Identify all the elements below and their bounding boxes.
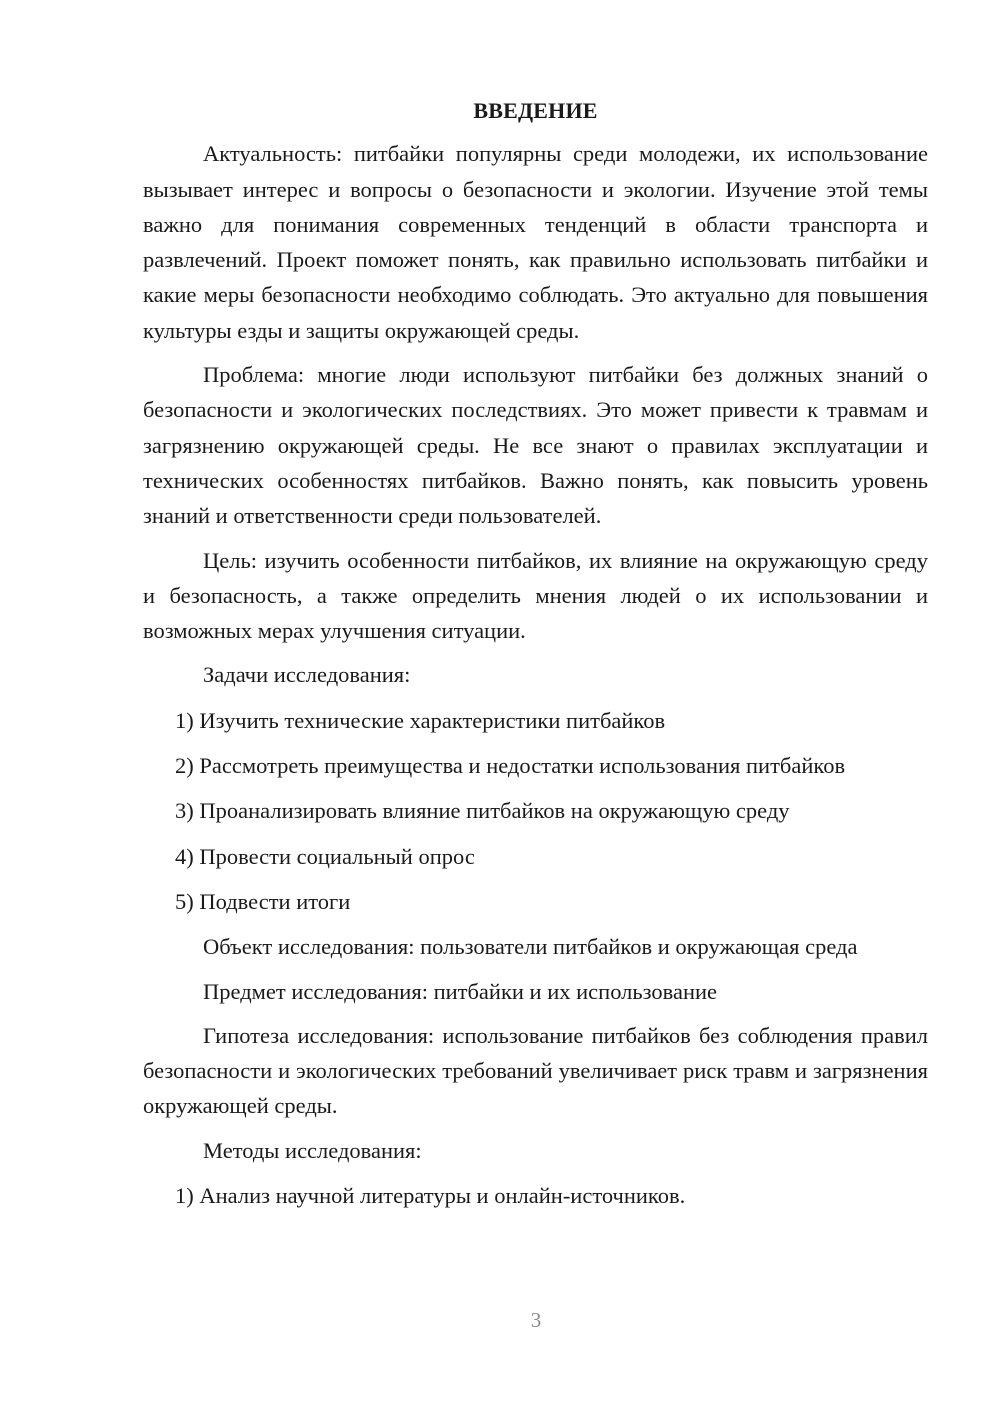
paragraph-subject: Предмет исследования: питбайки и их использование [203,978,718,1004]
list-text: Проанализировать влияние питбайков на окружающую среду [199,798,790,824]
paragraph-relevance: Актуальность: питбайки популярны среди молодежи, их использование вызывает интерес и вопросы о безопасности и экологии. Изучение этой темы важно для понимания современных тенденций в области транспорта и развлечений. Проект поможет понять, как правильно использовать питбайки и какие меры безопасности необходимо соблюдать. Это актуально для повышения культуры езды и защиты окружающей среды. [143,141,928,343]
task-list-item [143,793,928,828]
paragraph-hypothesis: Гипотеза исследования: использование питбайков без соблюдения правил безопасности и экологических требований увеличивает риск травм и загрязнения окружающей среды. [143,1022,928,1119]
list-text: Анализ научной литературы и онлайн-источников. [199,1183,686,1209]
paragraph-goal: Цель: изучить особенности питбайков, их влияние на окружающую среду и безопасность, а также определить мнения людей о их использовании и возможных мерах улучшения ситуации. [143,547,928,644]
list-number: 1) [175,707,194,733]
paragraph-object: Объект исследования: пользователи питбайков и окружающая среда [203,934,858,960]
methods-heading: Методы исследования: [203,1137,422,1163]
list-text: Рассмотреть преимущества и недостатки использования питбайков [199,753,846,779]
tasks-heading: Задачи исследования: [203,662,411,688]
list-number: 5) [175,888,194,914]
method-list-item [143,1178,928,1213]
list-text: Подвести итоги [199,888,351,914]
task-list-item [143,703,928,738]
list-text: Изучить технические характеристики питбайков [199,707,666,733]
paragraph-problem: Проблема: многие люди используют питбайки без должных знаний о безопасности и экологических последствиях. Это может привести к травмам и загрязнению окружающей среды. Не все знают о правилах эксплуатации и технических особенностях питбайков. Важно понять, как повысить уровень знаний и ответственности среди пользователей. [143,362,928,529]
list-number: 1) [175,1183,194,1209]
task-list-item [143,884,928,919]
list-number: 4) [175,843,194,869]
page-content [143,93,928,1223]
list-text: Провести социальный опрос [199,843,475,869]
task-list-item [143,748,928,783]
page-number: 3 [530,1308,542,1332]
list-number: 2) [175,753,194,779]
page-title: ВВЕДЕНИЕ [473,98,598,123]
task-list-item [143,839,928,874]
list-number: 3) [175,798,194,824]
